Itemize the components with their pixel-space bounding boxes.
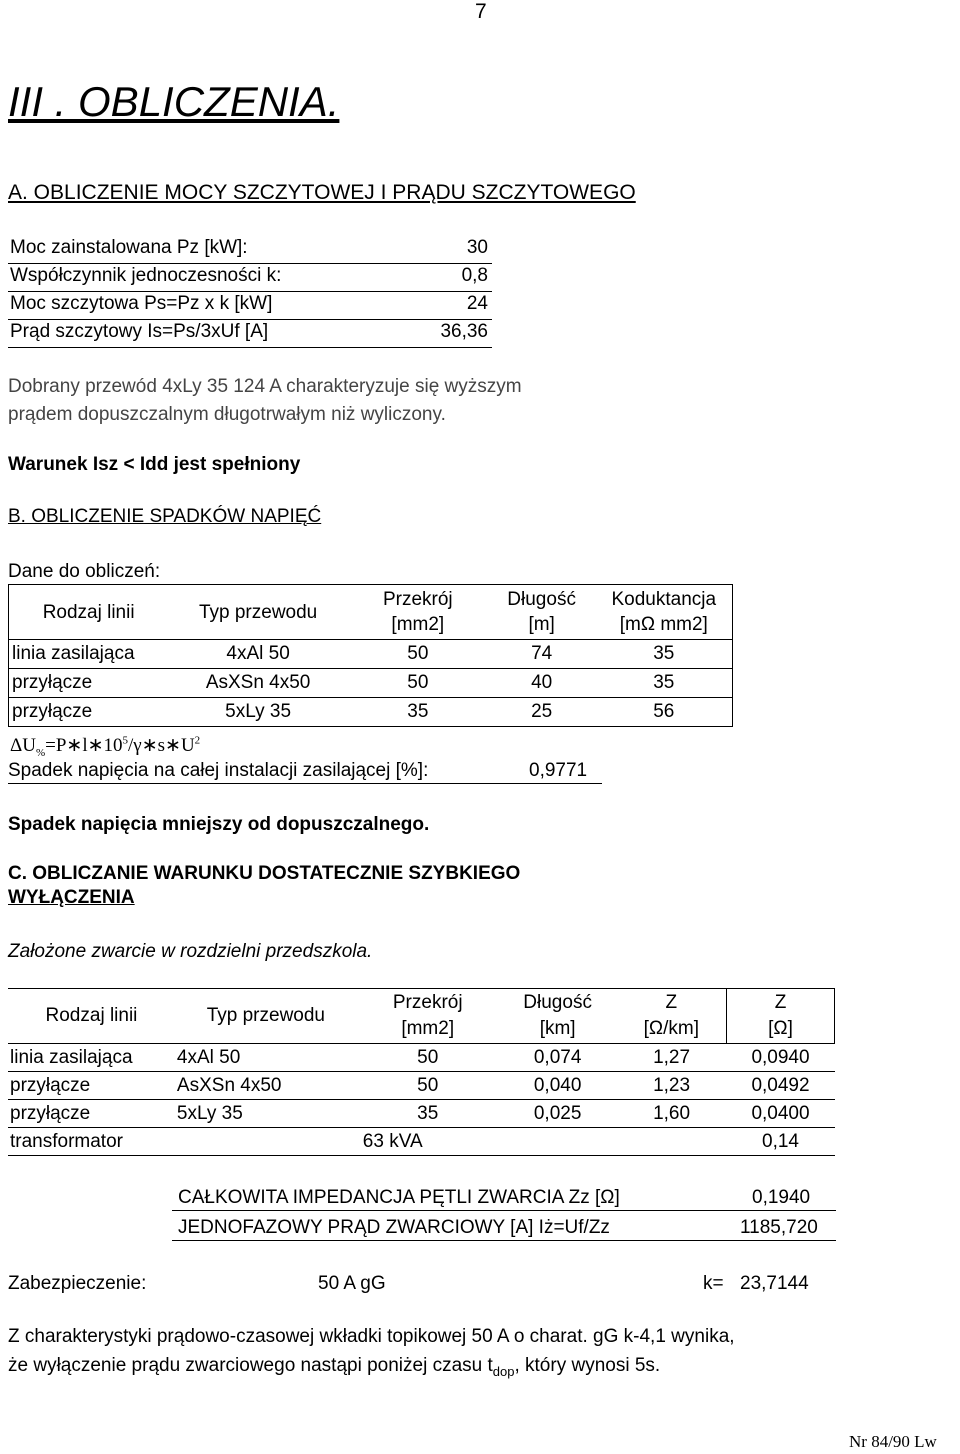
table-cell: 5xLy 35 [168, 698, 348, 727]
table-cell [499, 1128, 617, 1156]
total-impedance-label: CAŁKOWITA IMPEDANCJA PĘTLI ZWARCIA Zz [Ω] [178, 1187, 620, 1208]
table-cell: 35 [348, 698, 488, 727]
table-cell: 50 [357, 1072, 499, 1100]
table-cell: 5xLy 35 [175, 1100, 357, 1128]
condition-text: Warunek Isz < Idd jest spełniony [8, 454, 301, 475]
section-c-heading-line-1: C. OBLICZANIE WARUNKU DOSTATECZNIE SZYBKIEGO [8, 863, 521, 884]
short-circuit-assumption: Założone zwarcie w rozdzielni przedszkola. [8, 941, 373, 962]
protection-label: Zabezpieczenie: [8, 1273, 147, 1294]
header-cell: Rodzaj linii [8, 989, 175, 1044]
table-cell: 0,14 [727, 1128, 835, 1156]
table-cell: 50 [348, 640, 488, 669]
footer-reference: Nr 84/90 Lw [849, 1432, 937, 1451]
table-cell: przyłącze [8, 1072, 175, 1100]
paragraph-line-2: prądem dopuszczalnym długotrwałym niż wyliczony. [8, 404, 446, 425]
paragraph-line-1: Dobrany przewód 4xLy 35 124 A charakteryzuje się wyższym [8, 376, 522, 397]
table-cell: transformator [8, 1128, 175, 1156]
header-cell: Z [Ω/km] [617, 989, 727, 1044]
table-cell [175, 1128, 357, 1156]
voltage-drop-label: Spadek napięcia na całej instalacji zasilającej [%]: [8, 760, 429, 781]
divider [172, 1210, 836, 1211]
table-cell: 35 [357, 1100, 499, 1128]
table-cell: 1,23 [617, 1072, 727, 1100]
header-cell: Z [Ω] [727, 989, 835, 1044]
k-value: 23,7144 [740, 1273, 809, 1294]
header-cell: Przekrój [mm2] [348, 585, 488, 640]
table-cell: 0,0492 [727, 1072, 835, 1100]
page-title: III . OBLICZENIA. [8, 78, 340, 125]
section-c-heading-line-2: WYŁĄCZENIA [8, 887, 135, 908]
table-row [9, 698, 733, 727]
kv-value: 30 [466, 237, 488, 258]
kv-label: Prąd szczytowy Is=Ps/3xUf [A] [10, 321, 269, 342]
voltage-drop-value: 0,9771 [529, 760, 588, 781]
short-circuit-table [8, 988, 835, 1156]
table-cell: linia zasilająca [8, 1044, 175, 1072]
table-cell: przyłącze [9, 698, 169, 727]
table-cell: 25 [488, 698, 596, 727]
kv-value: 24 [466, 293, 488, 314]
table-cell: 56 [596, 698, 733, 727]
kv-label: Moc zainstalowana Pz [kW]: [10, 237, 248, 258]
table-cell: 63 kVA [357, 1128, 499, 1156]
table-cell: 35 [596, 669, 733, 698]
table-cell: 0,074 [499, 1044, 617, 1072]
total-impedance-value: 0,1940 [752, 1187, 811, 1208]
section-b-heading: B. OBLICZENIE SPADKÓW NAPIĘĆ [8, 506, 322, 527]
table-cell: 50 [348, 669, 488, 698]
table-cell: 40 [488, 669, 596, 698]
short-circuit-current-label: JEDNOFAZOWY PRĄD ZWARCIOWY [A] Iż=Uf/Zz [178, 1217, 610, 1238]
table-cell: 35 [596, 640, 733, 669]
table-cell [617, 1128, 727, 1156]
table-cell: 1,60 [617, 1100, 727, 1128]
header-cell: Rodzaj linii [9, 585, 169, 640]
kv-label: Moc szczytowa Ps=Pz x k [kW] [10, 293, 273, 314]
table-row [8, 1044, 835, 1072]
table-row [8, 1100, 835, 1128]
table-cell: 0,040 [499, 1072, 617, 1100]
table-header-row [9, 585, 733, 640]
table-cell: AsXSn 4x50 [168, 669, 348, 698]
voltage-drop-conclusion: Spadek napięcia mniejszy od dopuszczalnego. [8, 814, 430, 835]
table-cell: 1,27 [617, 1044, 727, 1072]
voltage-drop-table [8, 584, 733, 727]
table-cell: 0,0940 [727, 1044, 835, 1072]
table-cell: przyłącze [9, 669, 169, 698]
header-cell: Długość [km] [499, 989, 617, 1044]
kv-value: 0,8 [461, 265, 488, 286]
table-cell: 0,025 [499, 1100, 617, 1128]
header-cell: Długość [m] [488, 585, 596, 640]
table-row [8, 1072, 835, 1100]
header-cell: Typ przewodu [175, 989, 357, 1044]
table-cell: AsXSn 4x50 [175, 1072, 357, 1100]
section-b-intro: Dane do obliczeń: [8, 561, 161, 582]
table-row [9, 669, 733, 698]
header-cell: Koduktancja [mΩ mm2] [596, 585, 733, 640]
kv-row-peak-current [8, 319, 492, 348]
table-cell: 0,0400 [727, 1100, 835, 1128]
voltage-drop-formula: $\Delta U_{\%}=P∗l∗10^5/\gamma∗s∗U^2$ [10, 734, 201, 759]
table-header-row [8, 989, 835, 1044]
final-text-line-2: że wyłączenie prądu zwarciowego nastąpi poniżej czasu $t_{dop}$, który wynosi 5s. [8, 1355, 661, 1379]
table-row [9, 640, 733, 669]
header-cell: Typ przewodu [168, 585, 348, 640]
final-text-line-1: Z charakterystyki prądowo-czasowej wkładki topikowej 50 A o charat. gG k-4,1 wynika, [8, 1326, 735, 1347]
protection-value: 50 A gG [318, 1273, 386, 1294]
kv-row-peak-power [8, 291, 492, 320]
table-row-transformer [8, 1128, 835, 1156]
page-number: 7 [475, 0, 487, 23]
k-label: k= [703, 1273, 724, 1294]
kv-label: Współczynnik jednoczesności k: [10, 265, 282, 286]
divider [8, 783, 602, 784]
table-cell: linia zasilająca [9, 640, 169, 669]
header-cell: Przekrój [mm2] [357, 989, 499, 1044]
short-circuit-current-value: 1185,720 [740, 1217, 818, 1238]
section-a-heading: A. OBLICZENIE MOCY SZCZYTOWEJ I PRĄDU SZCZYTOWEGO [8, 181, 636, 204]
table-cell: 50 [357, 1044, 499, 1072]
table-cell: 4xAl 50 [168, 640, 348, 669]
table-cell: 4xAl 50 [175, 1044, 357, 1072]
kv-row-installed-power [8, 235, 492, 264]
kv-value: 36,36 [440, 321, 488, 342]
table-cell: 74 [488, 640, 596, 669]
divider [172, 1240, 836, 1241]
table-cell: przyłącze [8, 1100, 175, 1128]
kv-row-simultaneity [8, 263, 492, 292]
